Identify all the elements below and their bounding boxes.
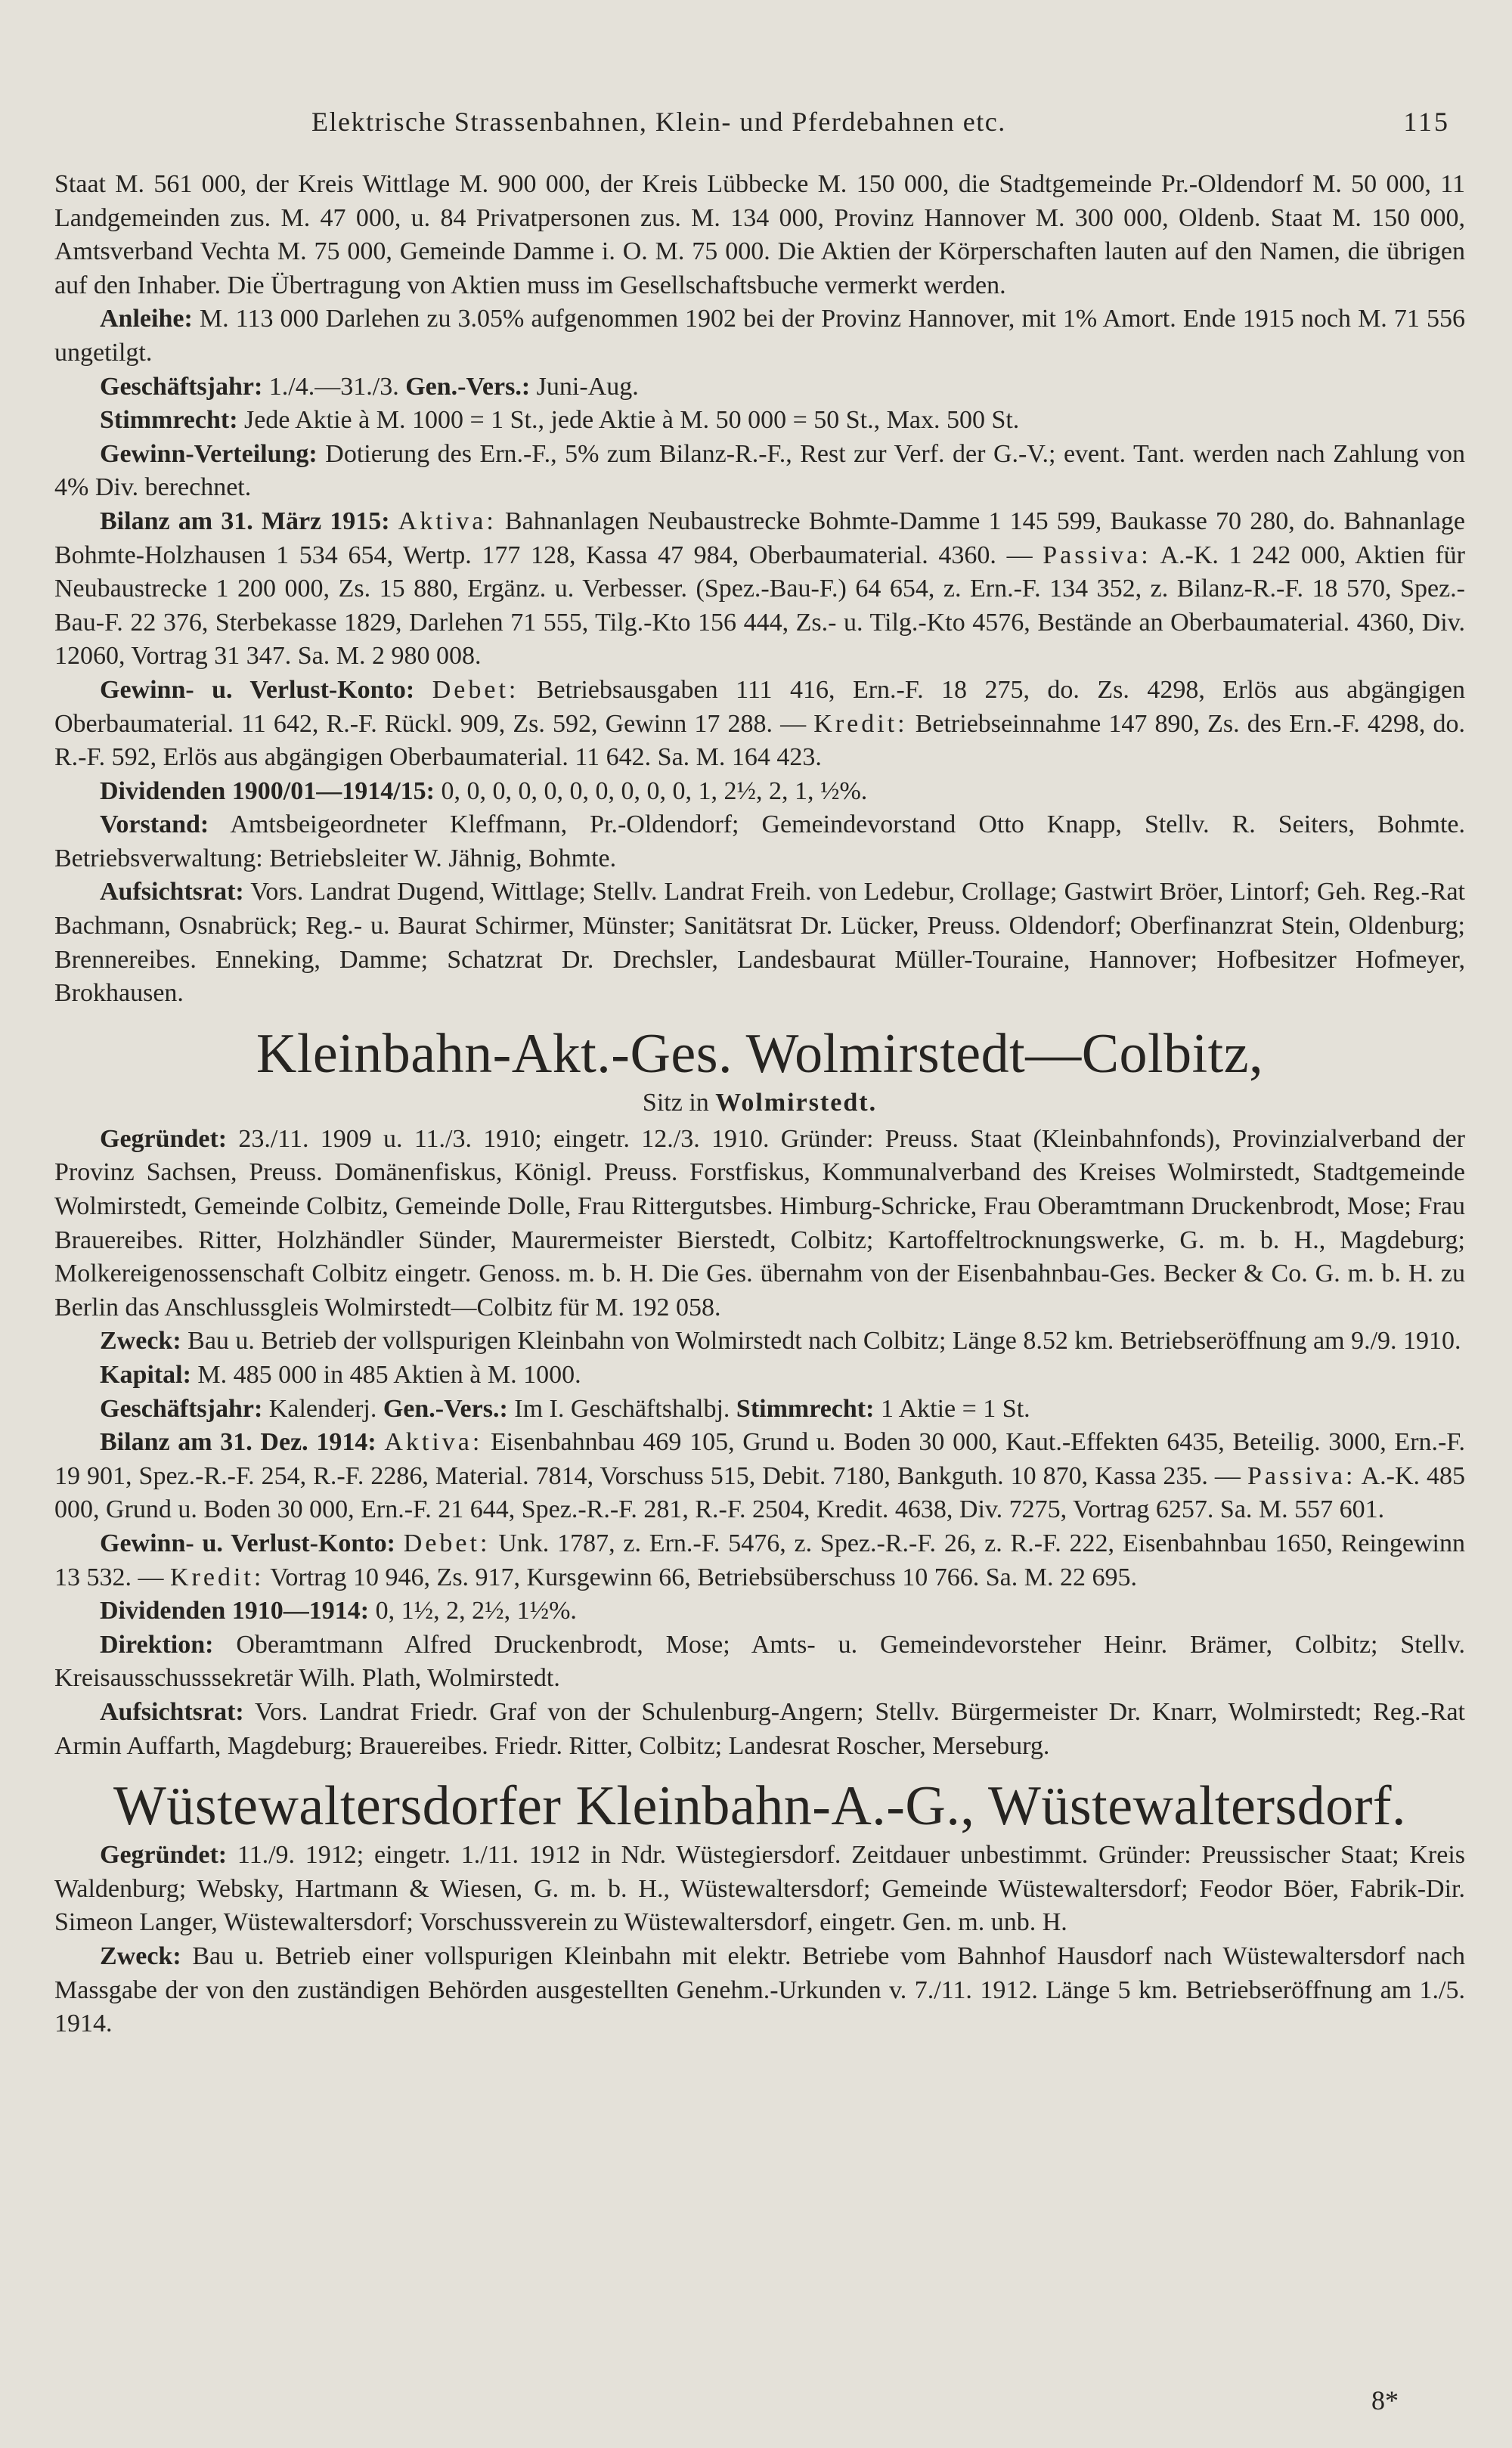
paragraph-bilanz: Bilanz am 31. März 1915: Aktiva: Bahnanlagen Neubaustrecke Bohmte-Damme 1 145 599, Baukasse 70 280, do. Bahnanlage Bohmte-Holzhausen 1 534 654, Wertp. 177 128, Kassa 47 984, Oberbaumaterial. 4360. — Passiva: A.-K. 1 242 000, Aktien für Neubaustrecke 1 200 000, Zs. 15 880, Ergänz. u. Verbesser. (Spez.-Bau-F.) 64 654, z. Ern.-F. 134 352, z. Bilanz-R.-F. 18 570, Spez.-Bau-F. 22 376, Sterbekasse 1829, Darlehen 71 555, Tilg.-Kto 156 444, Zs.- u. Tilg.-Kto 4576, Bestände an Oberbaumaterial. 4360, Div. 12060, Vortrag 31 347. Sa. M. 2 980 008.	[54, 507, 1465, 671]
paragraph-zweck: Zweck: Bau u. Betrieb einer vollspurigen Kleinbahn mit elektr. Betriebe vom Bahnhof Hausdorf nach Wüstewaltersdorf nach Massgabe der von den zuständigen Behörden ausgestellten Genehm.-Urkunden v. 7./11. 1912. Länge 5 km. Betriebseröffnung am 1./5. 1914.	[54, 1941, 1466, 2038]
paragraph-stimmrecht: Stimmrecht: Jede Aktie à M. 1000 = 1 St., jede Aktie à M. 50 000 = 50 St., Max. 500 St.	[100, 406, 1020, 435]
paragraph-kapital: Kapital: M. 485 000 in 485 Aktien à M. 1000.	[100, 1361, 581, 1389]
company-seat: Sitz in Wolmirstedt.	[642, 1088, 878, 1117]
paragraph-gewinn-verlust: Gewinn- u. Verlust-Konto: Debet: Betriebsausgaben 111 416, Ern.-F. 18 275, do. Zs. 4298, Erlös aus abgängigen Oberbaumaterial. 11 642, R.-F. Rückl. 909, Zs. 592, Gewinn 17 288. — Kredit: Betriebseinnahme 147 890, Zs. des Ern.-F. 4298, do. R.-F. 592, Erlös aus abgängigen Oberbaumaterial. 11 642. Sa. M. 164 423.	[54, 675, 1466, 772]
page-number: 115	[1403, 107, 1450, 137]
paragraph-bilanz: Bilanz am 31. Dez. 1914: Aktiva: Eisenbahnbau 469 105, Grund u. Boden 30 000, Kaut.-Effekten 6435, Beteilig. 3000, Ern.-F. 19 901, Spez.-R.-F. 254, R.-F. 2286, Material. 7814, Vorschuss 515, Debit. 7180, Bankguth. 10 870, Kassa 235. — Passiva: A.-K. 485 000, Grund u. Boden 30 000, Ern.-F. 21 644, Spez.-R.-F. 281, R.-F. 2504, Kredit. 4638, Div. 7275, Vortrag 6257. Sa. M. 557 601.	[54, 1428, 1466, 1524]
paragraph-gewinn-verteilung: Gewinn-Verteilung: Dotierung des Ern.-F., 5% zum Bilanz-R.-F., Rest zur Verf. der G.-V.; event. Tant. werden nach Zahlung von 4% Div. berechnet.	[54, 439, 1465, 502]
paragraph-shareholders: Staat M. 561 000, der Kreis Wittlage M. 900 000, der Kreis Lübbecke M. 150 000, die Stadtgemeinde Pr.-Oldendorf M. 50 000, 11 Landgemeinden zus. M. 47 000, u. 84 Privatpersonen zus. M. 134 000, Provinz Hannover M. 300 000, Oldenb. Staat M. 150 000, Amtsverband Vechta M. 75 000, Gemeinde Damme i. O. M. 75 000. Die Aktien der Körperschaften lauten auf den Namen, die übrigen auf den Inhaber. Die Übertragung von Aktien muss im Gesellschaftsbuche vermerkt werden.	[54, 170, 1465, 299]
paragraph-aufsichtsrat: Aufsichtsrat: Vors. Landrat Dugend, Wittlage; Stellv. Landrat Freih. von Ledebur, Crollage; Gastwirt Bröer, Lintorf; Geh. Reg.-Rat Bachmann, Osnabrück; Reg.- u. Baurat Schirmer, Münster; Sanitätsrat Dr. Lücker, Preuss. Oldendorf; Oberfinanzrat Stein, Oldenburg; Brennereibes. Enneking, Damme; Schatzrat Dr. Drechsler, Landesbaurat Müller-Touraine, Hannover; Hofbesitzer Hofmeyer, Brokhausen.	[54, 878, 1466, 1008]
running-header	[54, 106, 1465, 138]
section-wolmirstedt-colbitz	[54, 1021, 1465, 1763]
paragraph-dividenden: Dividenden 1900/01—1914/15: 0, 0, 0, 0, 0, 0, 0, 0, 0, 0, 1, 2½, 2, 1, ½%.	[100, 776, 868, 805]
running-header-title: Elektrische Strassenbahnen, Klein- und Pferdebahnen etc.	[311, 107, 1006, 137]
paragraph-geschaeftsjahr: Geschäftsjahr: 1./4.—31./3. Gen.-Vers.: Juni-Aug.	[100, 372, 639, 401]
paragraph-zweck: Zweck: Bau u. Betrieb der vollspurigen Kleinbahn von Wolmirstedt nach Colbitz; Länge 8.52 km. Betriebseröffnung am 9./9. 1910.	[100, 1327, 1461, 1356]
paragraph-vorstand: Vorstand: Amtsbeigeordneter Kleffmann, Pr.-Oldendorf; Gemeindevorstand Otto Knapp, Stellv. R. Seiters, Bohmte. Betriebsverwaltung: Betriebsleiter W. Jähnig, Bohmte.	[54, 810, 1465, 872]
section-continued-entry	[54, 168, 1465, 1011]
paragraph-dividenden: Dividenden 1910—1914: 0, 1½, 2, 2½, 1½%.	[100, 1597, 577, 1625]
paragraph-gegruendet: Gegründet: 23./11. 1909 u. 11./3. 1910; eingetr. 12./3. 1910. Gründer: Preuss. Staat (Kleinbahnfonds), Provinzialverband der Provinz Sachsen, Preuss. Domänenfiskus, Königl. Preuss. Forstfiskus, Kommunalverband des Kreises Wolmirstedt, Stadtgemeinde Wolmirstedt, Gemeinde Colbitz, Gemeinde Dolle, Frau Rittergutsbes. Himburg-Schricke, Frau Oberamtmann Druckenbrodt, Mose; Frau Brauereibes. Ritter, Holzhändler Sünder, Maurermeister Bierstedt, Colbitz; Kartoffeltrocknungswerke, G. m. b. H., Magdeburg; Molkereigenossenschaft Colbitz eingetr. Genoss. m. b. H. Die Ges. übernahm von der Eisenbahnbau-Ges. Becker & Co. G. m. b. H. zu Berlin das Anschlussgleis Wolmirstedt—Colbitz für M. 192 058.	[54, 1124, 1466, 1322]
paragraph-gewinn-verlust: Gewinn- u. Verlust-Konto: Debet: Unk. 1787, z. Ern.-F. 5476, z. Spez.-R.-F. 26, z. R.-F. 222, Eisenbahnbau 1650, Reingewinn 13 532. — Kredit: Vortrag 10 946, Zs. 917, Kursgewinn 66, Betriebsüberschuss 10 766. Sa. M. 22 695.	[54, 1529, 1465, 1591]
company-heading-wuestewaltersdorf: Wüstewaltersdorfer Kleinbahn-A.-G., Wüstewaltersdorf.	[113, 1775, 1407, 1838]
paragraph-anleihe: Anleihe: M. 113 000 Darlehen zu 3.05% aufgenommen 1902 bei der Provinz Hannover, mit 1% Amort. Ende 1915 noch M. 71 556 ungetilgt.	[54, 305, 1465, 367]
paragraph-gegruendet: Gegründet: 11./9. 1912; eingetr. 1./11. 1912 in Ndr. Wüstegiersdorf. Zeitdauer unbestimmt. Gründer: Preussischer Staat; Kreis Waldenburg; Websky, Hartmann & Wiesen, G. m. b. H., Wüstewaltersdorf; Gemeinde Wüstewaltersdorf; Feodor Böer, Fabrik-Dir. Simeon Langer, Wüstewaltersdorf; Vorschussverein zu Wüstewaltersdorf, eingetr. Gen. m. unb. H.	[54, 1841, 1466, 1937]
section-wuestewaltersdorf	[54, 1774, 1465, 2041]
paragraph-direktion: Direktion: Oberamtmann Alfred Druckenbrodt, Mose; Amts- u. Gemeindevorsteher Heinr. Brämer, Colbitz; Stellv. Kreisausschusssekretär Wilh. Plath, Wolmirstedt.	[54, 1630, 1465, 1693]
signature-mark: 8*	[1371, 2385, 1399, 2415]
paragraph-geschaeftsjahr: Geschäftsjahr: Kalenderj. Gen.-Vers.: Im I. Geschäftshalbj. Stimmrecht: 1 Aktie = 1 St.	[100, 1394, 1030, 1423]
paragraph-aufsichtsrat: Aufsichtsrat: Vors. Landrat Friedr. Graf von der Schulenburg-Angern; Stellv. Bürgermeister Dr. Knarr, Wolmirstedt; Reg.-Rat Armin Auffarth, Magdeburg; Brauereibes. Friedr. Ritter, Colbitz; Landesrat Roscher, Merseburg.	[54, 1697, 1465, 1760]
company-heading-wolmirstedt: Kleinbahn-Akt.-Ges. Wolmirstedt—Colbitz,	[256, 1022, 1264, 1085]
